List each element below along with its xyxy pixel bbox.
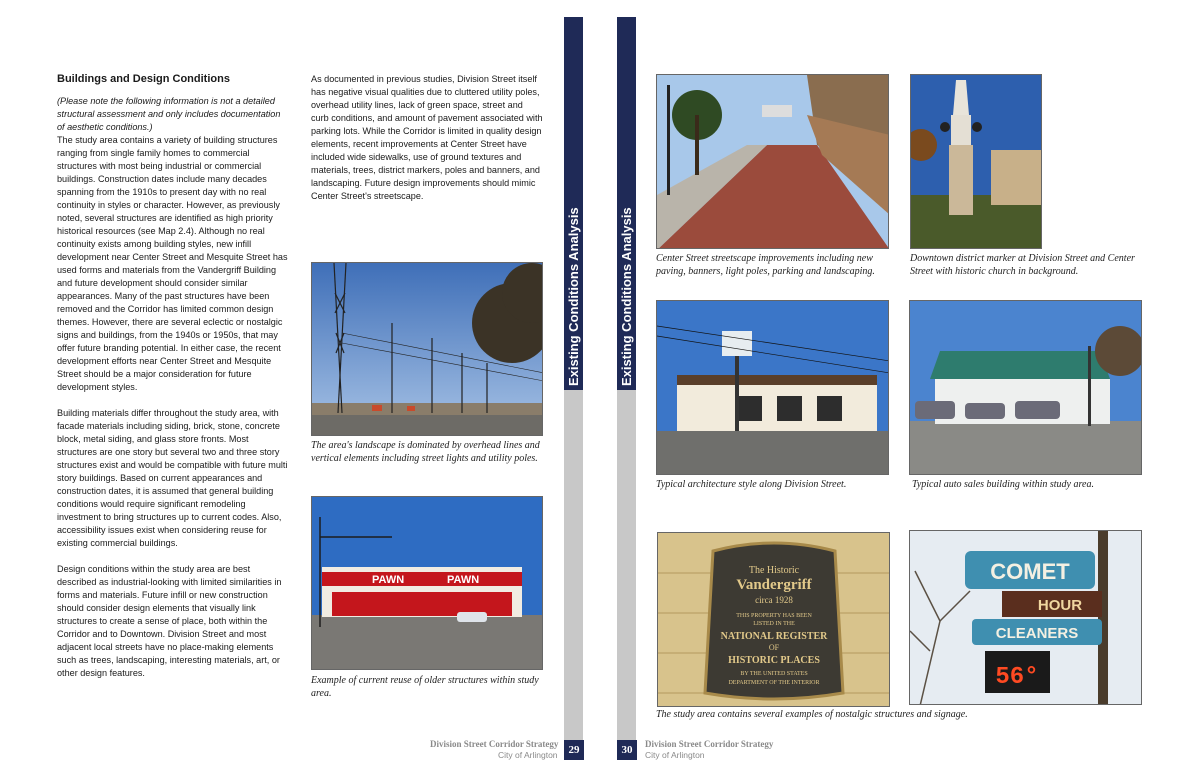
- paragraph-materials: Building materials differ throughout the study area, with facade materials including siding, brick, stone, concrete block, metal siding, and glass store fronts. Most structures are one story but several two and three story structures exist and would be compatible with future multi story buildings. Based on current appearances and construction dates, it is assumed that general building conditions would require significant remodeling investment to bring structures up to current codes. Also, accessibility issues exist when considering reuse for existing commercial buildings.: [57, 408, 288, 548]
- caption-nostalgic-signage: The study area contains several examples of nostalgic structures and signage.: [656, 709, 968, 720]
- caption-streetscape: Center Street streetscape improvements including new paving, banners, light poles, parking and landscaping.: [656, 253, 875, 277]
- section-label-left: Existing Conditions Analysis: [566, 207, 581, 386]
- photo-comet-cleaners-sign: [909, 530, 1142, 705]
- footer-title-right: Division Street Corridor Strategy: [645, 739, 774, 749]
- plaque-line7: OF: [768, 643, 780, 652]
- footer-sub-right: City of Arlington: [645, 750, 705, 760]
- page-number-right: 30: [617, 740, 637, 760]
- plaque-line5: LISTED IN THE: [753, 621, 795, 627]
- plaque-line1: The Historic: [748, 565, 800, 576]
- plaque-line6: NATIONAL REGISTER: [720, 631, 828, 642]
- photo-auto-sales-building: [909, 300, 1142, 475]
- plaque-line2: Vandergriff: [736, 577, 812, 593]
- photo-center-street-streetscape: [656, 74, 889, 249]
- comet-temperature: 56°: [995, 664, 1039, 691]
- paragraph-buildings: The study area contains a variety of building structures ranging from single family homes to commercial structures with most being industrial or commercial buildings. Construction dates include many decades spanning from the 1910s to present day with no real continuity in styles or character. However, as previously noted, several structures are identified as high priority historical resources (see Map 2.4). Although no real continuity exists among building styles, new infill development near Center Street and Mesquite Street has used forms and materials from the Vandergriff Building and future development should consider similar appearances. Many of the past structures have been removed and the Corridor has limited common design themes. However, there are several eclectic or nostalgic signs and buildings, from the 1940s or 1950s, that may offer future branding potential. In either case, the recent development efforts near Center Street and Mesquite Street should be a major consideration for future development styles.: [57, 135, 288, 392]
- plaque-line4: THIS PROPERTY HAS BEEN: [736, 613, 812, 619]
- disclaimer-note: (Please note the following information is not a detailed structural assessment and only includes documentation of aesthetic conditions.): [57, 96, 281, 132]
- plaque-line8: HISTORIC PLACES: [728, 655, 820, 666]
- footer-title-left: Division Street Corridor Strategy: [430, 739, 559, 749]
- left-column-text: [57, 95, 289, 693]
- photo-pawn-shop: [311, 496, 543, 670]
- photo-utility-poles: [311, 262, 543, 436]
- section-heading: Buildings and Design Conditions: [57, 73, 230, 85]
- comet-sign-top: COMET: [990, 559, 1070, 584]
- plaque-line3: circa 1928: [755, 595, 793, 605]
- pawn-sign-right: PAWN: [447, 574, 480, 586]
- page-number-left: 29: [564, 740, 584, 760]
- section-label-right: Existing Conditions Analysis: [619, 207, 634, 386]
- comet-sign-bottom: CLEANERS: [995, 625, 1079, 642]
- footer-sub-left: City of Arlington: [498, 750, 558, 760]
- pawn-sign-left: PAWN: [372, 574, 405, 586]
- paragraph-design: Design conditions within the study area are best described as industrial-looking with limited similarities in forms and materials. Future infill or new construction should consider design elements that visually link structures to create a sense of place, both within the Corridor and to Downtown. Division Street and most adjacent local streets have no place-making elements such as trees, landscaping, interesting materials, art, or other design features.: [57, 564, 282, 678]
- caption-utility-poles: The area's landscape is dominated by overhead lines and vertical elements including street lights and utility poles.: [311, 440, 540, 464]
- photo-typical-architecture: [656, 300, 889, 475]
- section-band-left-gray: [564, 390, 583, 740]
- caption-pawn-shop: Example of current reuse of older structures within study area.: [311, 675, 539, 699]
- middle-column-text: [311, 73, 543, 216]
- caption-auto-sales: Typical auto sales building within study area.: [912, 479, 1094, 490]
- section-band-right-gray: [617, 390, 636, 740]
- photo-historic-plaque: [657, 532, 890, 707]
- plaque-line10: DEPARTMENT OF THE INTERIOR: [728, 680, 820, 686]
- paragraph-visual-qualities: As documented in previous studies, Division Street itself has negative visual qualities due to cluttered utility poles, overhead utility lines, lack of green space, street and curb conditions, and amount of pavement associated with parking lots. While the Corridor is limited in quality design elements, recent improvements at Center Street have included wide sidewalks, use of ground textures and materials, trees, district markers, poles and banners, and landscaping. Future design improvements should mimic Center Street's streetscape.: [311, 74, 543, 201]
- caption-district-marker: Downtown district marker at Division Street and Center Street with historic church in background.: [910, 253, 1135, 277]
- photo-district-marker: [910, 74, 1042, 249]
- plaque-line9: BY THE UNITED STATES: [740, 671, 808, 677]
- caption-architecture: Typical architecture style along Division Street.: [656, 479, 847, 490]
- comet-sign-middle: HOUR: [1037, 597, 1083, 614]
